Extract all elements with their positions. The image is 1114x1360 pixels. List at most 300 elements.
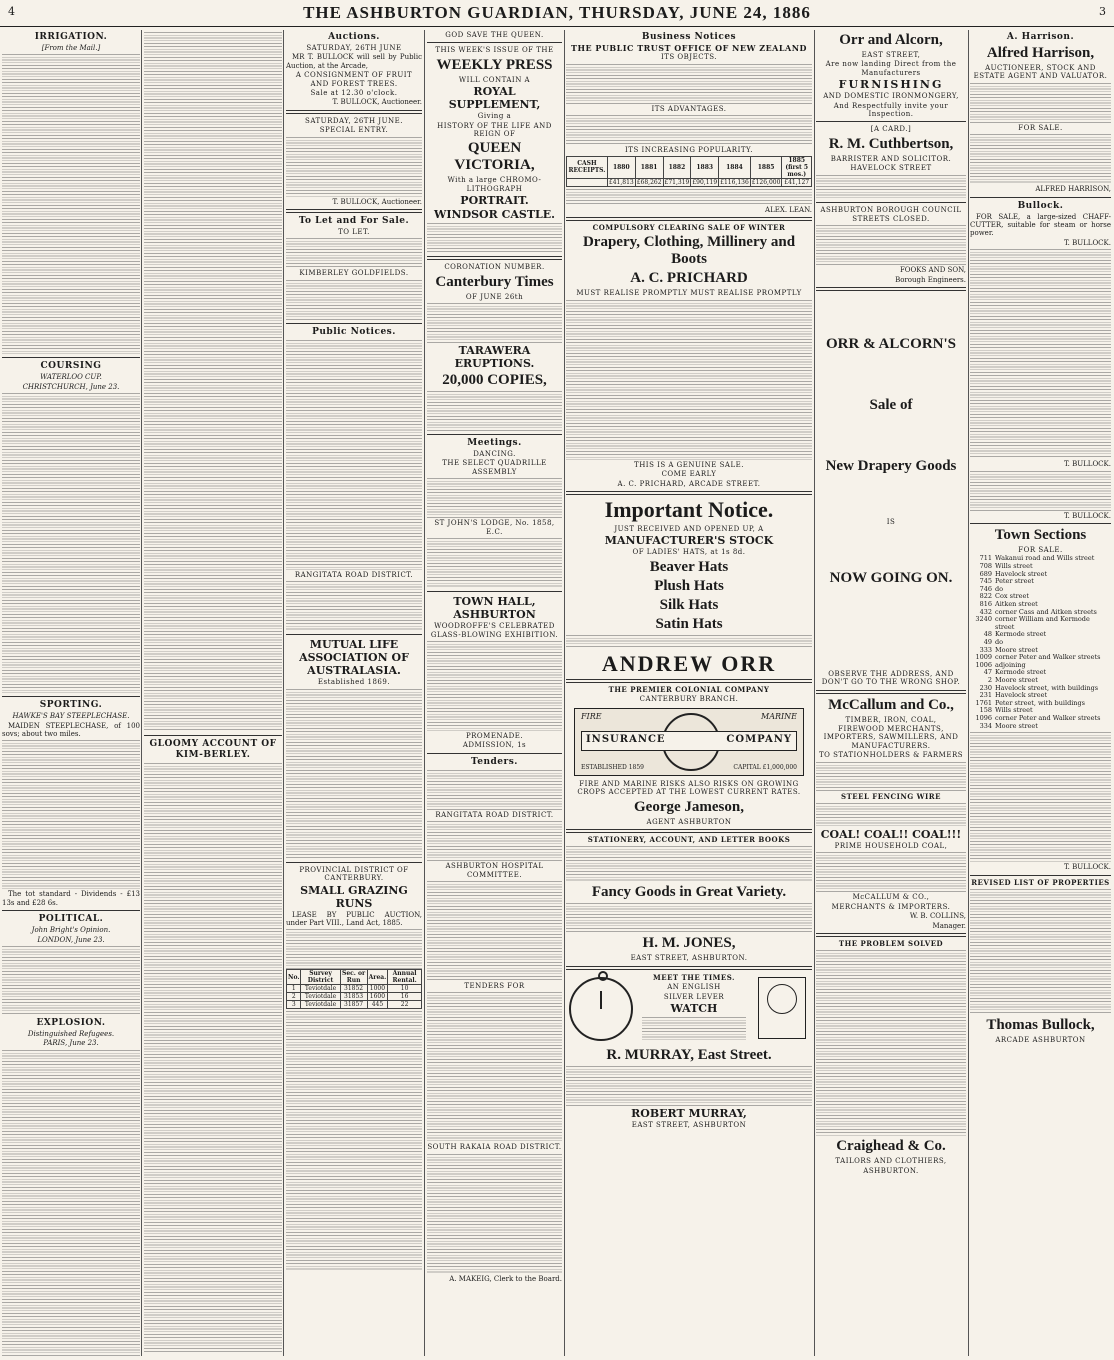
lease-line: LEASE BY PUBLIC AUCTION, under Part VIII., Land Act, 1885. bbox=[286, 910, 422, 927]
sale-of: Sale of bbox=[869, 397, 913, 414]
sections-continued bbox=[970, 732, 1111, 862]
table-row bbox=[287, 1001, 422, 1009]
tarawera-eruptions: TARAWERA ERUPTIONS. bbox=[454, 344, 535, 371]
its-objects: ITS OBJECTS. bbox=[660, 53, 718, 62]
genuine-sale: THIS IS A GENUINE SALE. bbox=[634, 460, 744, 469]
section-description: Wills street bbox=[995, 706, 1033, 715]
cash-receipts-table bbox=[566, 156, 812, 187]
table-cell: 445 bbox=[367, 1001, 388, 1009]
properties-list bbox=[970, 889, 1111, 1015]
sections-for-sale: FOR SALE. bbox=[1018, 546, 1063, 555]
important-notice: Important Notice. bbox=[604, 497, 774, 523]
table-header: Survey District bbox=[301, 970, 340, 985]
section-description: Kermode street bbox=[995, 630, 1047, 639]
steel-fencing-wire: STEEL FENCING WIRE bbox=[841, 791, 941, 801]
section-heading-tenders: Tenders. bbox=[471, 756, 518, 767]
watch-illustration-wrap bbox=[566, 973, 636, 1045]
copies-text bbox=[427, 391, 562, 431]
premier-colonial: THE PREMIER COLONIAL COMPANY bbox=[608, 684, 770, 694]
column-rule bbox=[141, 30, 142, 1356]
timber-iron-coal: TIMBER, IRON, COAL, bbox=[845, 715, 937, 724]
table-header: 1885 (first 5 mos.) bbox=[782, 156, 812, 178]
section-number: 49 bbox=[983, 638, 992, 646]
province: PROVINCIAL DISTRICT OF CANTERBURY. bbox=[299, 865, 409, 883]
orr-address: EAST STREET, bbox=[861, 51, 921, 59]
section-heading-public-notices: Public Notices. bbox=[312, 326, 396, 337]
article-text-explosion bbox=[2, 1050, 140, 1356]
seal-insurance: INSURANCE bbox=[586, 734, 666, 746]
rangitata-road: RANGITATA ROAD DISTRICT. bbox=[435, 810, 554, 819]
prime-household-coal: PRIME HOUSEHOLD COAL, bbox=[834, 841, 948, 850]
alfred-harrison: Alfred Harrison, bbox=[986, 45, 1095, 61]
section-description: Wakanui road and Wills street bbox=[995, 554, 1095, 563]
card-label: [A CARD.] bbox=[870, 125, 912, 134]
mccallum-co: McCALLUM & CO., bbox=[852, 893, 930, 902]
now-going-on: NOW GOING ON. bbox=[829, 569, 953, 586]
engineers: Borough Engineers. bbox=[895, 275, 966, 284]
barrister: BARRISTER AND SOLICITOR. bbox=[830, 154, 952, 163]
section-number: 689 bbox=[979, 569, 992, 578]
section-description: Peter street bbox=[995, 577, 1034, 586]
weekly-press-text bbox=[427, 223, 562, 253]
silver-lever: SILVER LEVER bbox=[663, 992, 725, 1001]
table-cell: £71,319 bbox=[664, 178, 690, 186]
drapery-heading: Drapery, Clothing, Millinery and Boots bbox=[582, 234, 796, 268]
table-header: No. bbox=[287, 970, 301, 985]
fire-marine-risks: FIRE AND MARINE RISKS ALSO RISKS ON GROWING CROPS ACCEPTED AT THE LOWEST CURRENT RATES. bbox=[577, 779, 801, 797]
table-header: 1883 bbox=[691, 156, 719, 178]
portrait: PORTRAIT. bbox=[460, 194, 529, 208]
page-number: 4 bbox=[8, 5, 15, 18]
table-header: 1881 bbox=[635, 156, 663, 178]
section-number: 230 bbox=[979, 683, 992, 692]
masthead-title: THE ASHBURTON GUARDIAN, THURSDAY, JUNE 24, 1886 bbox=[303, 3, 811, 22]
hats-text bbox=[566, 635, 812, 649]
section-number: 231 bbox=[979, 691, 992, 700]
table-header: CASH RECEIPTS. bbox=[567, 156, 608, 178]
section-description: Kermode street bbox=[995, 668, 1047, 677]
section-description: corner Peter and Walker streets bbox=[995, 653, 1101, 662]
section-description: Cox street bbox=[995, 592, 1029, 601]
its-advantages: ITS ADVANTAGES. bbox=[651, 104, 727, 113]
grazing-runs-table bbox=[286, 969, 422, 1009]
public-trust-office: THE PUBLIC TRUST OFFICE OF NEW ZEALAND bbox=[571, 43, 807, 53]
will-contain: WILL CONTAIN A bbox=[458, 75, 531, 84]
table-cell: £41,813 bbox=[608, 178, 634, 186]
column-6 bbox=[816, 30, 966, 1356]
june-issue: OF JUNE 26th bbox=[465, 292, 524, 301]
stationholders: TO STATIONHOLDERS & FARMERS bbox=[818, 751, 964, 760]
section-heading-to-let: To Let and For Sale. bbox=[298, 216, 410, 227]
table-header-row bbox=[567, 156, 812, 178]
auction-text bbox=[286, 137, 422, 197]
tenders-text bbox=[427, 770, 562, 810]
prichard-name: A. C. PRICHARD bbox=[630, 270, 748, 287]
satin-hats: Satin Hats bbox=[655, 615, 723, 632]
column-1 bbox=[2, 30, 140, 1356]
canterbury-times-text bbox=[427, 303, 562, 343]
seal-established: ESTABLISHED 1859 bbox=[581, 764, 644, 772]
robert-murray: ROBERT MURRAY, bbox=[631, 1106, 747, 1120]
harrison-text bbox=[970, 83, 1111, 123]
coal-text bbox=[816, 852, 966, 892]
table-header: 1880 bbox=[607, 156, 635, 178]
dateline: LONDON, June 23. bbox=[37, 935, 105, 944]
section-description: Peter street, with buildings bbox=[995, 698, 1085, 707]
table-cell: Teviotdale bbox=[301, 1001, 340, 1009]
section-number: 158 bbox=[979, 706, 992, 715]
bullock-listings bbox=[970, 249, 1111, 459]
coal-coal-coal: COAL! COAL!! COAL!!! bbox=[820, 827, 962, 841]
section-number: 2 bbox=[987, 675, 992, 684]
table-cell: 1600 bbox=[367, 993, 388, 1001]
watch-ad bbox=[566, 973, 812, 1045]
table-cell: £68,262 bbox=[636, 178, 662, 186]
article-text-coursing bbox=[2, 393, 140, 693]
section-heading-coursing: COURSING bbox=[40, 361, 102, 372]
section-number: 708 bbox=[979, 562, 992, 571]
glass-blowing-text bbox=[427, 641, 562, 731]
lease-notice-text bbox=[286, 1011, 422, 1271]
watch-ad-text bbox=[642, 973, 746, 1045]
source-line: [From the Mail.] bbox=[41, 44, 101, 52]
jameson-agent: AGENT ASHBURTON bbox=[646, 817, 732, 826]
article-text-political bbox=[2, 946, 140, 1016]
chromo: With a large CHROMO-LITHOGRAPH bbox=[447, 176, 542, 193]
section-description: Moore street bbox=[995, 645, 1038, 654]
column-rule bbox=[424, 30, 425, 1356]
section-row bbox=[970, 616, 1111, 631]
mutual-life-heading: MUTUAL LIFE ASSOCIATION OF AUSTRALASIA. bbox=[299, 638, 409, 678]
craighead: Craighead & Co. bbox=[836, 1138, 946, 1155]
table-cell: £90,119 bbox=[692, 178, 718, 186]
table-cell: 16 bbox=[388, 993, 422, 1001]
table-cell bbox=[567, 178, 608, 186]
sale-time: Sale at 12.30 o'clock. bbox=[310, 89, 398, 98]
table-cell: 1 bbox=[287, 985, 301, 993]
town-hall: TOWN HALL, ASHBURTON bbox=[453, 595, 536, 622]
royal-supplement: ROYAL SUPPLEMENT, bbox=[448, 85, 541, 112]
table-cell: 2 bbox=[287, 993, 301, 1001]
table-cell: £126,000 bbox=[751, 178, 781, 186]
town-sections: Town Sections bbox=[994, 527, 1087, 544]
stationery-text bbox=[566, 846, 812, 882]
objects-text bbox=[566, 64, 812, 104]
article-text-continued bbox=[144, 32, 282, 732]
andrew-orr: ANDREW ORR bbox=[601, 650, 777, 676]
watch-label: WATCH bbox=[670, 1001, 718, 1015]
fooks-signature: FOOKS AND SON, bbox=[899, 266, 966, 275]
column-4 bbox=[427, 30, 562, 1356]
new-drapery-goods: New Drapery Goods bbox=[825, 458, 957, 475]
advantages-text bbox=[566, 115, 812, 145]
public-notices-text bbox=[286, 340, 422, 570]
bullock-signature: T. BULLOCK. bbox=[1064, 460, 1111, 469]
quadrille-assembly: THE SELECT QUADRILLE ASSEMBLY bbox=[442, 459, 547, 476]
section-subheading: HAWKE'S BAY STEEPLECHASE. bbox=[12, 712, 130, 721]
section-number: 333 bbox=[979, 645, 992, 654]
section-number: 432 bbox=[979, 607, 992, 616]
promenade: PROMENADE. bbox=[465, 731, 524, 740]
merchants-importers: MERCHANTS & IMPORTERS. bbox=[831, 902, 951, 911]
auction-date: SATURDAY, 26TH JUNE. bbox=[305, 116, 403, 125]
windsor-castle: WINDSOR CASTLE. bbox=[434, 208, 555, 222]
table-cell: 31857 bbox=[340, 1001, 367, 1009]
established: Established 1869. bbox=[317, 678, 391, 687]
table-cell: 31853 bbox=[340, 993, 367, 1001]
god-save-the-queen: GOD SAVE THE QUEEN. bbox=[445, 31, 544, 39]
observe-address: OBSERVE THE ADDRESS, AND DON'T GO TO THE WRONG SHOP. bbox=[821, 669, 961, 687]
dateline: PARIS, June 23. bbox=[43, 1039, 99, 1048]
streets-text bbox=[816, 225, 966, 265]
grazing-runs: SMALL GRAZING RUNS bbox=[300, 883, 408, 910]
column-5 bbox=[566, 30, 812, 1356]
section-heading-sporting: SPORTING. bbox=[39, 700, 103, 711]
insurance-company-seal bbox=[574, 708, 804, 776]
south-rakaia: SOUTH RAKAIA ROAD DISTRICT. bbox=[427, 1143, 562, 1152]
section-description: Moore street bbox=[995, 721, 1038, 730]
section-number: 711 bbox=[979, 554, 992, 563]
silk-hats: Silk Hats bbox=[659, 596, 719, 613]
dancing: DANCING. bbox=[473, 450, 516, 459]
an-english: AN ENGLISH bbox=[667, 983, 721, 992]
column-7 bbox=[970, 30, 1111, 1356]
lodge-text bbox=[427, 538, 562, 588]
craighead-town: ASHBURTON. bbox=[863, 1166, 919, 1175]
section-number: 1006 bbox=[975, 660, 992, 669]
table-header: Annual Rental. bbox=[388, 970, 422, 985]
article-text-sporting bbox=[2, 740, 140, 890]
column-3 bbox=[286, 30, 422, 1356]
bullock-signature: T. BULLOCK. bbox=[1064, 863, 1111, 872]
clerk-signature: A. MAKEIG, Clerk to the Board. bbox=[449, 1274, 562, 1283]
beaver-hats: Beaver Hats bbox=[649, 558, 729, 575]
mccallum: McCallum and Co., bbox=[828, 696, 954, 713]
tenders-for: TENDERS FOR bbox=[464, 981, 525, 990]
streets-closed: STREETS CLOSED. bbox=[852, 215, 930, 224]
jones-address: EAST STREET, ASHBURTON. bbox=[630, 954, 748, 963]
trust-footer-text bbox=[566, 189, 812, 205]
harrison-heading: A. Harrison. bbox=[1006, 32, 1075, 42]
section-description: Havelock street bbox=[995, 569, 1048, 578]
mantel-clock-icon bbox=[758, 977, 806, 1039]
lease-text bbox=[286, 929, 422, 969]
section-number: 334 bbox=[979, 721, 992, 730]
auctioneer-signature: T. BULLOCK, Auctioneer. bbox=[332, 197, 422, 206]
fancy-goods-text bbox=[566, 903, 812, 933]
column-rule bbox=[564, 30, 565, 1356]
town-sections-list bbox=[970, 555, 1111, 730]
meet-the-times: MEET THE TIMES. bbox=[653, 972, 735, 982]
twenty-thousand-copies: 20,000 COPIES, bbox=[442, 372, 547, 389]
table-cell: 3 bbox=[287, 1001, 301, 1009]
glass-blowing: WOODROFFE'S CELEBRATED GLASS-BLOWING EXHIBITION. bbox=[430, 622, 559, 639]
section-number: 745 bbox=[979, 577, 992, 586]
section-number: 1761 bbox=[975, 698, 992, 707]
section-description: Havelock street bbox=[995, 691, 1048, 700]
section-heading-political: POLITICAL. bbox=[38, 914, 104, 925]
table-cell: Teviotdale bbox=[301, 985, 340, 993]
just-received: JUST RECEIVED AND OPENED UP, A bbox=[614, 525, 764, 534]
clearing-sale: COMPULSORY CLEARING SALE OF WINTER bbox=[592, 223, 786, 233]
section-description: Aitken street bbox=[995, 600, 1038, 609]
havelock-street: HAVELOCK STREET bbox=[850, 164, 932, 173]
auctioneer-signature: T. BULLOCK, Auctioneer. bbox=[332, 98, 422, 107]
is-label: IS bbox=[886, 518, 896, 527]
seal-band bbox=[581, 731, 797, 751]
page-number-right: 3 bbox=[1099, 5, 1106, 18]
section-number: 1096 bbox=[975, 713, 992, 722]
ladies-hats: OF LADIES' HATS, at 1s 8d. bbox=[632, 548, 746, 557]
firewood-merchants: FIREWOOD MERCHANTS, IMPORTERS, SAWMILLERS, AND MANUFACTURERS. bbox=[823, 724, 959, 750]
coronation-number: CORONATION NUMBER. bbox=[444, 263, 545, 272]
article-text-kimberley bbox=[144, 763, 282, 1353]
section-heading-irrigation: IRRIGATION. bbox=[34, 32, 108, 42]
section-heading-explosion: EXPLOSION. bbox=[36, 1018, 106, 1029]
hospital-committee: ASHBURTON HOSPITAL COMMITTEE. bbox=[445, 862, 544, 879]
orr-and-alcorn: Orr and Alcorn, bbox=[839, 32, 943, 48]
borough-council: ASHBURTON BOROUGH COUNCIL bbox=[820, 205, 962, 214]
business-notices: Business Notices bbox=[641, 32, 737, 42]
table-header: 1884 bbox=[719, 156, 751, 178]
furnishing: FURNISHING bbox=[838, 78, 944, 92]
st-johns-lodge: ST JOHN'S LODGE, No. 1858, E.C. bbox=[434, 519, 555, 536]
column-rule bbox=[968, 30, 969, 1356]
collins-signature: W. B. COLLINS, bbox=[909, 912, 966, 921]
seal-fire-label: FIRE bbox=[581, 711, 602, 721]
auction-intro: MR T. BULLOCK will sell by Public Auction, at the Arcade, bbox=[286, 53, 422, 70]
auctioneer-line: AUCTIONEER, STOCK AND ESTATE AGENT AND VALUATOR. bbox=[973, 64, 1108, 81]
section-description: corner William and Kermode street bbox=[994, 615, 1090, 631]
section-number: 746 bbox=[979, 584, 992, 593]
problem-solved: THE PROBLEM SOLVED bbox=[838, 938, 944, 948]
giving: Giving a bbox=[477, 112, 512, 121]
race-entry: MAIDEN STEEPLECHASE, of 100 sovs; about two miles. bbox=[2, 721, 140, 739]
section-number: 822 bbox=[979, 592, 992, 601]
section-number: 48 bbox=[983, 630, 992, 639]
thomas-bullock: Thomas Bullock, bbox=[986, 1016, 1095, 1033]
section-number: 3240 bbox=[975, 615, 992, 624]
table-header: Area. bbox=[367, 970, 388, 985]
section-number: 816 bbox=[979, 600, 992, 609]
this-week: THIS WEEK'S ISSUE OF THE bbox=[435, 46, 554, 55]
ironmongery: AND DOMESTIC IRONMONGERY, bbox=[823, 92, 959, 101]
table-cell: 1000 bbox=[367, 985, 388, 993]
south-rakaia-text bbox=[427, 1154, 562, 1274]
clock-illustration-wrap bbox=[752, 973, 812, 1045]
section-heading-meetings: Meetings. bbox=[467, 438, 522, 449]
tenders-for-text bbox=[427, 992, 562, 1142]
section-description: Wills street bbox=[995, 562, 1033, 571]
section-number: 47 bbox=[983, 668, 992, 677]
queen-victoria: QUEEN VICTORIA, bbox=[454, 140, 535, 174]
for-sale: FOR SALE. bbox=[1018, 123, 1063, 132]
table-row bbox=[567, 178, 812, 186]
bullock-signature: T. BULLOCK. bbox=[1064, 238, 1111, 247]
realise-promptly: MUST REALISE PROMPTLY MUST REALISE PROMPTLY bbox=[576, 289, 802, 298]
rangitata-text bbox=[427, 821, 562, 861]
arcade-ashburton: ARCADE ASHBURTON bbox=[995, 1035, 1086, 1044]
table-cell: Teviotdale bbox=[301, 993, 340, 1001]
article-text-irrigation bbox=[2, 54, 140, 354]
agent-signature: ALEX. LEAN. bbox=[765, 205, 812, 214]
table-cell: 22 bbox=[388, 1001, 422, 1009]
goldfields-text bbox=[286, 280, 422, 320]
come-early: COME EARLY bbox=[661, 470, 717, 479]
murray-text bbox=[566, 1066, 812, 1106]
seal-capital: CAPITAL £1,000,000 bbox=[733, 764, 797, 772]
kimberley-goldfields: KIMBERLEY GOLDFIELDS. bbox=[299, 269, 409, 278]
section-subheading: John Bright's Opinion. bbox=[31, 926, 111, 935]
section-description: Havelock street, with buildings bbox=[995, 683, 1099, 692]
prichard-address: A. C. PRICHARD, ARCADE STREET. bbox=[617, 479, 761, 488]
cuthbertson-text bbox=[816, 175, 966, 199]
tailors-clothiers: TAILORS AND CLOTHIERS, bbox=[835, 1157, 947, 1166]
masthead bbox=[0, 0, 1114, 27]
manufacturers-stock: MANUFACTURER'S STOCK bbox=[604, 534, 774, 548]
inspection: And Respectfully invite your Inspection. bbox=[833, 101, 949, 119]
table-header: Sec. or Run bbox=[342, 970, 366, 985]
rangitata-text bbox=[286, 581, 422, 631]
harrison-signature: ALFRED HARRISON, bbox=[1035, 185, 1111, 194]
table-header-row bbox=[287, 970, 422, 985]
lease-listing bbox=[970, 471, 1111, 511]
table-cell: £41,127 bbox=[782, 178, 812, 186]
clearing-sale-price-list bbox=[566, 300, 812, 460]
admission: ADMISSION, 1s bbox=[462, 741, 527, 750]
cuthbertson: R. M. Cuthbertson, bbox=[828, 135, 954, 152]
section-description: corner Peter and Walker streets bbox=[995, 713, 1101, 722]
george-jameson: George Jameson, bbox=[634, 798, 744, 815]
pocket-watch-icon bbox=[569, 977, 633, 1041]
murray-address: EAST STREET, ASHBURTON bbox=[631, 1120, 747, 1129]
section-heading-auctions: Auctions. bbox=[328, 32, 380, 42]
table-header: 1882 bbox=[663, 156, 691, 178]
race-dividend: The tot standard - Dividends - £13 13s and £28 6s. bbox=[2, 890, 140, 907]
fencing-wire-text bbox=[816, 803, 966, 827]
special-entry: SPECIAL ENTRY. bbox=[319, 126, 389, 135]
weekly-press: WEEKLY PRESS bbox=[436, 56, 553, 73]
increasing-popularity: ITS INCREASING POPULARITY. bbox=[625, 146, 753, 155]
section-description: do bbox=[995, 638, 1004, 646]
bullock-signature: T. BULLOCK. bbox=[1064, 511, 1111, 520]
hospital-text bbox=[427, 881, 562, 981]
to-let-label: TO LET. bbox=[338, 228, 370, 237]
dateline: CHRISTCHURCH, June 23. bbox=[22, 382, 120, 391]
rangitata-road: RANGITATA ROAD DISTRICT. bbox=[294, 570, 414, 579]
section-description: adjoining bbox=[995, 660, 1026, 669]
stationery: STATIONERY, ACCOUNT, AND LETTER BOOKS bbox=[587, 834, 791, 844]
column-2 bbox=[144, 30, 282, 1356]
auction-date: SATURDAY, 26TH JUNE bbox=[306, 44, 402, 52]
auction-lot: A CONSIGNMENT OF FRUIT AND FOREST TREES. bbox=[295, 71, 413, 88]
column-rule bbox=[283, 30, 284, 1356]
plush-hats: Plush Hats bbox=[654, 577, 724, 594]
r-murray: R. MURRAY, East Street. bbox=[606, 1046, 772, 1063]
watch-ad-body bbox=[642, 1017, 746, 1041]
section-description: do bbox=[995, 584, 1004, 593]
section-subheading: WATERLOO CUP. bbox=[40, 373, 102, 382]
dancing-text bbox=[427, 478, 562, 518]
history: HISTORY OF THE LIFE AND REIGN OF bbox=[437, 121, 552, 139]
section-heading-kimberley: GLOOMY ACCOUNT OF KIM-BERLEY. bbox=[149, 739, 277, 760]
section-description: Moore street bbox=[995, 675, 1038, 684]
h-m-jones: H. M. JONES, bbox=[642, 935, 736, 952]
section-subheading: Distinguished Refugees. bbox=[27, 1030, 115, 1039]
section-description: corner Cass and Aitken streets bbox=[995, 607, 1097, 616]
table-row bbox=[287, 985, 422, 993]
landing-direct: Are now landing Direct from the Manufacturers bbox=[825, 60, 957, 77]
